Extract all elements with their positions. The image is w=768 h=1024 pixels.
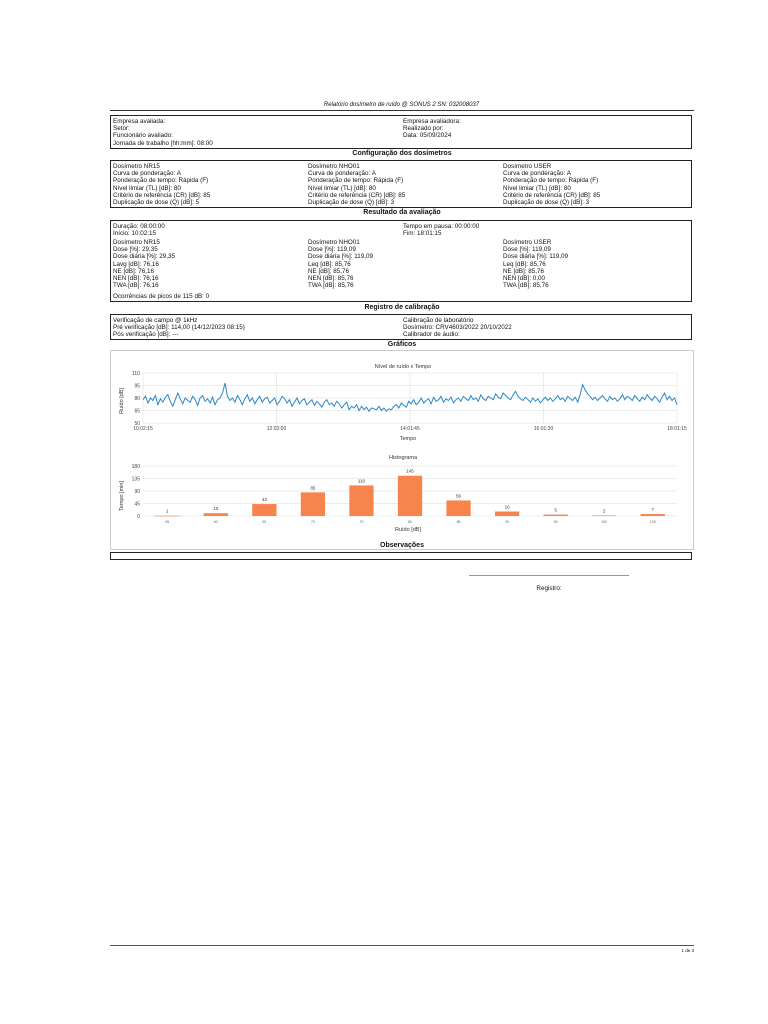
config-column-user	[503, 163, 600, 206]
x-tick-label: 75	[359, 520, 364, 524]
y-tick-label: 90	[134, 489, 140, 495]
result-line: TWA [dB]: 85,76	[308, 282, 354, 290]
y-tick-label: 65	[134, 408, 140, 415]
result-line: Dosímetro NR15	[113, 239, 160, 246]
result-line: NE [dB]: 76,16	[113, 267, 154, 275]
result-line: NEN [dB]: 85,76	[308, 274, 354, 282]
config-line: Dosímetro NR15	[113, 163, 160, 170]
config-line: Ponderação de tempo: Rápida (F)	[308, 177, 404, 185]
result-line: Dose diária [%]: 119,09	[503, 253, 568, 261]
header-left-line: Funcionário avaliado:	[113, 132, 173, 140]
calibration-line: Dosímetro: CRV4603/2022 20/10/2022	[403, 324, 512, 332]
bar-value-label: 2	[602, 508, 606, 514]
result-time-left	[113, 223, 165, 237]
observations-box	[110, 552, 692, 560]
result-title: Resultado da avaliação	[363, 209, 441, 216]
bar-value-label: 145	[406, 468, 414, 474]
config-box	[110, 160, 692, 208]
page-number: 1 de 3	[681, 948, 694, 953]
y-tick-label: 110	[132, 371, 140, 377]
x-tick-label: 18:01:15	[667, 426, 687, 432]
result-line: Dose [%]: 119,09	[503, 246, 551, 254]
result-box	[110, 220, 692, 302]
header-right-line: Empresa avaliadora:	[403, 118, 461, 125]
calibration-line: Calibração de laboratório	[403, 317, 474, 324]
config-line: Duplicação de dose (Q) [dB]: 5	[113, 198, 200, 206]
x-tick-label: 10:02:15	[133, 426, 153, 432]
x-tick-label: 90	[505, 520, 510, 524]
header-box	[110, 115, 692, 149]
bar-value-label: 43	[261, 497, 267, 503]
y-tick-label: 45	[134, 501, 140, 508]
header-left-line: Setor:	[113, 125, 130, 133]
histogram-bar	[301, 492, 325, 516]
result-end: Fim: 18:01:15	[403, 230, 442, 238]
config-column-nho01	[308, 163, 405, 206]
config-line: Duplicação de dose (Q) [dB]: 3	[503, 198, 590, 206]
result-line: Dose [%]: 29,35	[113, 246, 158, 254]
config-line: Nível limiar (TL) [dB]: 80	[308, 184, 376, 192]
config-line: Curva de ponderação: A	[113, 170, 181, 178]
bar-value-label: 16	[504, 504, 510, 510]
x-tick-label: 70	[310, 520, 315, 524]
line-chart-ylabel: Ruído [dB]	[119, 388, 125, 414]
line-chart-grid	[143, 373, 677, 423]
result-line: Leq [dB]: 85,76	[308, 260, 351, 268]
result-line: NE [dB]: 85,76	[308, 267, 349, 275]
config-line: Ponderação de tempo: Rápida (F)	[113, 177, 209, 185]
calibration-line: Calibrador de áudio:	[403, 331, 460, 339]
result-line: TWA [dB]: 85,76	[503, 282, 549, 290]
top-divider	[110, 110, 694, 111]
y-tick-label: 135	[131, 476, 140, 483]
result-line: Dosímetro USER	[503, 239, 552, 246]
config-line: Critério de referência (CR) [dB]: 85	[503, 191, 601, 199]
header-right-column	[403, 118, 461, 140]
config-line: Critério de referência (CR) [dB]: 85	[308, 191, 406, 199]
config-line: Duplicação de dose (Q) [dB]: 3	[308, 198, 395, 206]
header-right-line: Data: 05/09/2024	[403, 132, 452, 140]
config-line: Critério de referência (CR) [dB]: 85	[113, 191, 211, 199]
x-tick-label: 12:02:00	[266, 426, 287, 432]
calibration-right-column	[403, 317, 512, 339]
x-tick-label: 16:01:30	[533, 426, 554, 432]
x-tick-label: 14:01:45	[400, 426, 420, 432]
header-left-column	[113, 118, 213, 147]
result-line: TWA [dB]: 76,16	[113, 282, 159, 290]
config-line: Curva de ponderação: A	[308, 170, 376, 178]
histogram-bar	[252, 504, 276, 516]
bar-value-label: 1	[166, 508, 169, 514]
result-line: Lavg [dB]: 76,16	[113, 260, 159, 268]
bar-value-label: 10	[213, 506, 219, 512]
histogram-bar	[398, 476, 422, 516]
result-column-nr15	[113, 239, 175, 289]
footer-divider	[110, 945, 694, 946]
x-tick-label: 105	[649, 520, 656, 524]
header-left-line: Jornada de trabalho [hh:mm]: 08:00	[113, 139, 213, 147]
signature-label: Registro:	[536, 585, 562, 592]
x-tick-label: 100	[601, 520, 608, 524]
result-time-right	[403, 223, 479, 237]
result-line: Dose diária [%]: 29,35	[113, 253, 175, 261]
bar-value-label: 110	[357, 478, 366, 484]
calibration-left-column	[113, 317, 245, 339]
histogram-bar	[446, 500, 470, 516]
histogram-bar	[155, 516, 179, 517]
histogram-bar	[349, 485, 373, 516]
config-line: Nível limiar (TL) [dB]: 80	[503, 184, 571, 192]
bar-value-label: 56	[456, 493, 462, 499]
result-column-nho01	[308, 239, 373, 289]
histogram-bar	[495, 512, 519, 516]
line-chart-yticks	[132, 371, 140, 427]
calibration-line: Pós verificação [dB]: ---	[113, 331, 179, 339]
x-tick-label: 95	[553, 520, 558, 524]
config-line: Ponderação de tempo: Rápida (F)	[503, 177, 599, 185]
result-column-user	[503, 239, 568, 289]
result-start: Início: 10:02:15	[113, 230, 157, 238]
result-line: Dosímetro NHO01	[308, 239, 360, 246]
result-line: Leq [dB]: 85,76	[503, 260, 546, 268]
graphs-box	[110, 350, 694, 550]
y-tick-label: 0	[137, 514, 140, 520]
calibration-line: Pré verificação [dB]: 114,00 (14/12/2023 08:15)	[113, 324, 245, 332]
y-tick-label: 180	[131, 464, 140, 470]
x-tick-label: 55	[165, 520, 170, 524]
graphs-title: Gráficos	[387, 341, 417, 348]
histogram-ylabel: Tempo [min]	[119, 481, 125, 511]
y-tick-label: 80	[134, 396, 140, 402]
x-tick-label: 80	[408, 520, 412, 524]
result-line: NEN [dB]: 76,16	[113, 274, 159, 282]
line-chart-xlabel: Tempo	[399, 436, 417, 442]
result-line: Dose [%]: 119,09	[308, 246, 356, 254]
config-line: Curva de ponderação: A	[503, 170, 571, 178]
y-tick-label: 50	[134, 421, 140, 427]
bar-value-label: 7	[651, 507, 654, 513]
histogram-bars	[155, 469, 665, 524]
result-duration: Duração: 08:00:00	[113, 223, 165, 230]
histogram-bar	[592, 515, 616, 516]
line-chart-title: Nível de ruído x Tempo	[374, 364, 432, 370]
y-tick-label: 95	[134, 383, 140, 390]
histogram-bar	[641, 514, 665, 516]
x-tick-label: 65	[262, 520, 267, 524]
bar-value-label: 85	[310, 485, 316, 491]
histogram-bar	[544, 515, 568, 516]
result-line: NE [dB]: 85,76	[503, 267, 544, 275]
config-column-nr15	[113, 163, 210, 206]
config-line: Dosímetro NHO01	[308, 163, 360, 170]
result-line: Dose diária [%]: 119,09	[308, 253, 373, 261]
histogram-title: Histograma	[388, 455, 418, 461]
calibration-line: Verificação de campo @ 1kHz	[113, 317, 198, 324]
histogram-bar	[204, 513, 228, 516]
line-chart-xticks	[133, 426, 687, 432]
config-line: Nível limiar (TL) [dB]: 80	[113, 184, 181, 192]
bar-value-label: 5	[554, 507, 557, 513]
config-line: Dosímetro USER	[503, 163, 552, 170]
observations-title: Observações	[380, 542, 424, 549]
signature-line	[469, 575, 629, 576]
result-pause: Tempo em pausa: 00:00:00	[403, 223, 480, 230]
result-line: NEN [dB]: 0,00	[503, 274, 545, 282]
charts-svg	[111, 351, 693, 549]
x-tick-label: 85	[456, 520, 461, 524]
report-title: Relatório dosímetro de ruído @ SONUS 2 SN: 032008037	[323, 102, 480, 108]
histogram-xlabel: Ruído [dB]	[395, 527, 421, 533]
calibration-box	[110, 314, 692, 340]
header-right-line: Realizado por:	[403, 125, 444, 133]
result-peaks: Ocorrências de picos de 115 dB: 0	[113, 293, 210, 300]
config-title: Configuração dos dosímetros	[352, 150, 452, 157]
calibration-title: Registro de calibração	[364, 304, 440, 311]
header-left-line: Empresa avaliada:	[113, 118, 166, 125]
histogram-yticks	[132, 464, 141, 520]
x-tick-label: 60	[213, 520, 218, 524]
